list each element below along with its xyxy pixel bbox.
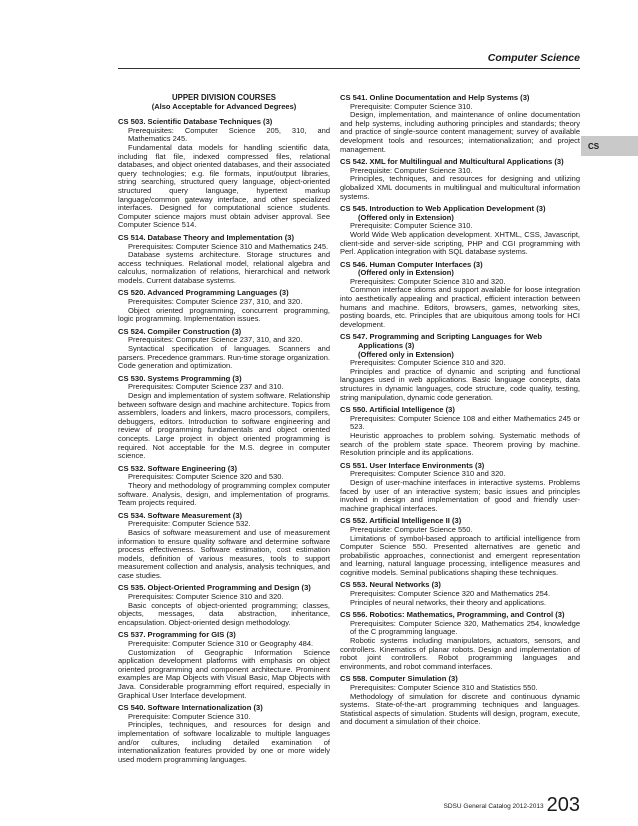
course-description: Design and implementation of system software. Relationship between software design and machine architecture. Topics from assemblers, loaders and linkers, macro processors, compilers, debuggers, editors. Introduction to software engineering and review of programming fundamentals and object oriented concepts. Large project in object oriented programming is required. Not acceptable for the M.S. degree in computer science. — [118, 391, 330, 461]
course-description: Basic concepts of object-oriented programming; classes, objects, messages, data abstraction, inheritance, encapsulation. Object-oriented design methodology. — [118, 600, 330, 627]
course-entry — [340, 333, 580, 402]
course-prerequisite: Prerequisites: Computer Science 310 and Mathematics 245. — [128, 241, 329, 251]
course-prerequisite: Prerequisites: Computer Science 320 and Mathematics 254. — [350, 589, 551, 599]
left-column — [118, 94, 330, 768]
course-entry — [340, 675, 580, 727]
course-prerequisite: Prerequisite: Computer Science 310. — [350, 221, 473, 231]
course-description: Methodology of simulation for discrete and continuous dynamic systems. State-of-the-art programming techniques and languages. Statistical aspects of simulation. Students will design, program, execute, and document a simulation of their choice. — [340, 691, 580, 727]
course-offered-note: (Offered only in Extension) — [358, 268, 454, 278]
course-title: CS 556. Robotics: Mathematics, Programming, and Control (3) — [340, 610, 565, 620]
course-description: Principles and practice of dynamic and scripting and functional languages used in web applications. Basic language concepts, data structures in dynamic languages, code structure, code quality, testing, string manipulation, dynamic code generation. — [340, 366, 580, 402]
right-column — [340, 94, 580, 731]
course-prerequisite: Prerequisite: Computer Science 532. — [128, 519, 251, 529]
course-title: CS 540. Software Internationalization (3) — [118, 703, 263, 713]
course-description: Principles of neural networks, their theory and applications. — [350, 597, 546, 607]
page-header-title: Computer Science — [487, 52, 580, 64]
course-description: Principles, techniques, and resources for designing and utilizing globalized XML documents in multilingual and multicultural information systems. — [340, 174, 580, 201]
left-course-list — [118, 118, 330, 764]
course-description: Basics of software measurement and use of measurement information to ensure quality software and determine software process effectiveness. Software estimation, cost estimation models, definition of various measures, tools to support measurement collection and analysis, analysis techniques, and case studies. — [118, 527, 330, 580]
course-title: CS 514. Database Theory and Implementation (3) — [118, 232, 294, 242]
course-entry — [340, 517, 580, 577]
course-title: CS 530. Systems Programming (3) — [118, 373, 242, 383]
course-description: Design of user-machine interfaces in interactive systems. Problems faced by user of an interactive system; basic issues and principles involved in design and implementation of good and friendly user-machine graphical interfaces. — [340, 477, 580, 513]
course-prerequisite: Prerequisites: Computer Science 310 and 320. — [350, 276, 506, 286]
course-description: Database systems architecture. Storage structures and access techniques. Relational model, relational algebra and calculus, normalization of relations, hierarchical and network models. Current database systems. — [118, 250, 330, 285]
course-description: Heuristic approaches to problem solving. Systematic methods of search of the problem state space. Theorem proving by machine. Resolution principle and its applications. — [340, 430, 580, 458]
course-prerequisite: Prerequisites: Computer Science 310 and 320. — [128, 592, 284, 602]
course-entry — [118, 375, 330, 461]
course-entry — [340, 406, 580, 458]
course-title: CS 524. Compiler Construction (3) — [118, 326, 242, 336]
course-title: CS 551. User Interface Environments (3) — [340, 460, 485, 470]
page-footer — [340, 794, 580, 817]
course-description: Syntactical specification of languages. Scanners and parsers. Precedence grammars. Run-time storage organization. Code generation and optimization. — [118, 344, 330, 371]
course-title: CS 503. Scientific Database Techniques (3) — [118, 117, 273, 127]
course-offered-note: (Offered only in Extension) — [358, 349, 454, 359]
course-entry — [118, 704, 330, 764]
course-prerequisite: Prerequisite: Computer Science 310. — [128, 711, 251, 721]
course-entry — [340, 94, 580, 154]
course-title: CS 550. Artificial Intelligence (3) — [340, 405, 455, 415]
course-entry — [340, 611, 580, 671]
course-title: CS 535. Object-Oriented Programming and Design (3) — [118, 583, 311, 593]
course-entry — [340, 581, 580, 607]
course-title: CS 553. Neural Networks (3) — [340, 580, 441, 590]
course-description: Design, implementation, and maintenance of online documentation and help systems, including authoring principles and standards; theory and practice of single-source content management; survey of available development tools and resources; internationalization; and project management. — [340, 110, 580, 154]
course-title: CS 547. Programming and Scripting Languages for Web — [340, 332, 542, 342]
course-offered-note: (Offered only in Extension) — [358, 212, 454, 222]
course-title: CS 520. Advanced Programming Languages (3) — [118, 288, 289, 298]
page-number: 203 — [546, 794, 580, 816]
course-entry — [340, 462, 580, 514]
section-tab: CS — [581, 136, 638, 156]
course-entry — [118, 512, 330, 581]
course-prerequisite: Prerequisites: Computer Science 310 and Statistics 550. — [350, 683, 538, 692]
course-entry — [118, 234, 330, 286]
header-rule — [118, 68, 580, 69]
course-prerequisite: Prerequisite: Computer Science 310. — [350, 101, 473, 111]
course-description: Limitations of symbol-based approach to artificial intelligence from Computer Science 550. Presented alternatives are genetic and probabilistic approaches, connectionist and emergent representation and learning, natural language processing, intelligence measures and cognitive models. Seminal publications shaping these techniques. — [340, 533, 580, 577]
course-entry — [118, 118, 330, 230]
course-description: Robotic systems including manipulators, actuators, sensors, and controllers. Kinematics of planar robots. Design and implementation of robot joint controllers. Robot programming languages and environments, and robot command interfaces. — [340, 636, 580, 671]
right-course-list — [340, 94, 580, 727]
course-description: Fundamental data models for handling scientific data, including flat file, indexed compressed files, relational databases, and object oriented databases, and their associated query technologies; e.g. file formats, input/output libraries, string searching, structured query language, object-oriented structured query language, hypertext markup language/common gateway interface, and other specialized interfaces. Designed for computational science students. Computer science majors must obtain adviser approval. See Computer Science 514. — [118, 142, 330, 230]
course-title: CS 534. Software Measurement (3) — [118, 510, 243, 520]
course-prerequisite: Prerequisites: Computer Science 237, 310, and 320. — [128, 335, 303, 345]
course-offered-note: Applications (3) — [358, 341, 415, 351]
course-description: World Wide Web application development. XHTML, CSS, Javascript, client-side and server-side scripting, PHP and CGI programming with Perl. Application integration with SQL database systems. — [340, 229, 580, 257]
course-title: CS 552. Artificial Intelligence II (3) — [340, 516, 462, 526]
course-prerequisite: Prerequisite: Computer Science 310 or Geography 484. — [128, 639, 314, 649]
course-title: CS 537. Programming for GIS (3) — [118, 630, 236, 640]
course-prerequisite: Prerequisites: Computer Science 320 and 530. — [128, 472, 284, 482]
course-entry — [340, 205, 580, 257]
course-entry — [118, 631, 330, 700]
course-prerequisite: Prerequisites: Computer Science 237 and 310. — [128, 382, 284, 392]
course-description: Common interface idioms and support available for loose integration into aesthetically appealing and practical, efficient interaction between humans and machine. Editors, browsers, games, networking sites, posting boards, etc. Principles that are ubiquitous among tools for HCI development. — [340, 285, 580, 329]
course-title: CS 545. Introduction to Web Application Development (3) — [340, 204, 546, 214]
course-entry — [118, 465, 330, 508]
course-title: CS 541. Online Documentation and Help Systems (3) — [340, 93, 530, 102]
course-entry — [340, 261, 580, 330]
course-title: CS 542. XML for Multilingual and Multicultural Applications (3) — [340, 157, 564, 167]
course-entry — [118, 328, 330, 371]
section-subtitle: (Also Acceptable for Advanced Degrees) — [151, 101, 297, 111]
course-description: Object oriented programming, concurrent programming, logic programming. Implementation issues. — [118, 305, 330, 324]
course-title: CS 532. Software Engineering (3) — [118, 463, 237, 473]
course-entry — [118, 584, 330, 627]
course-prerequisite: Prerequisites: Computer Science 108 and either Mathematics 245 or 523. — [350, 413, 580, 432]
course-description: Theory and methodology of programming complex computer software. Analysis, design, and implementation of programs. Team projects required. — [118, 480, 330, 508]
course-prerequisite: Prerequisite: Computer Science 550. — [350, 524, 473, 534]
course-prerequisite: Prerequisites: Computer Science 310 and 320. — [350, 358, 506, 368]
course-title: CS 546. Human Computer Interfaces (3) — [340, 259, 483, 269]
course-prerequisite: Prerequisites: Computer Science 205, 310, and Mathematics 245. — [128, 125, 330, 144]
course-description: Principles, techniques, and resources for design and implementation of software localizable to multiple languages and/or cultures, including detailed examination of internationalization features provided by one or more widely used modern programming languages. — [118, 720, 330, 764]
course-prerequisite: Prerequisite: Computer Science 310. — [350, 165, 473, 175]
course-prerequisite: Prerequisites: Computer Science 310 and 320. — [350, 469, 506, 479]
catalog-name: SDSU General Catalog 2012-2013 — [443, 803, 544, 810]
course-prerequisite: Prerequisites: Computer Science 237, 310, and 320. — [128, 297, 303, 307]
course-entry — [118, 289, 330, 323]
course-description: Customization of Geographic Information Science application development platforms with emphasis on object oriented programming and component architecture. Prominent examples are Map Objects with Visual Basic, Map Objects with Java. Considerable programming effort required, especially in Graphical User Interface development. — [118, 647, 330, 700]
course-title: CS 558. Computer Simulation (3) — [340, 674, 458, 684]
section-title: UPPER DIVISION COURSES — [172, 93, 276, 102]
course-prerequisite: Prerequisites: Computer Science 320, Mathematics 254, knowledge of the C programming language. — [350, 618, 580, 637]
course-entry — [340, 158, 580, 201]
